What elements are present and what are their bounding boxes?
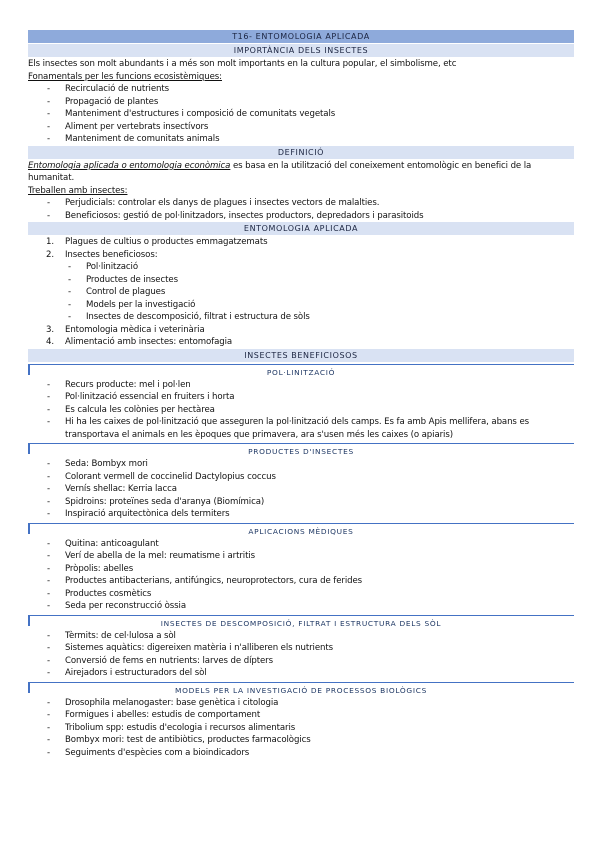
list-item: - Seguiments d'espècies com a bioindicadors [28, 747, 574, 760]
list-item: - Manteniment d'estructures i composició de comunitats vegetals [28, 108, 574, 121]
document-content [28, 30, 574, 759]
subheading-descomposicio: INSECTES DE DESCOMPOSICIÓ, FILTRAT I ESTRUCTURA DELS SÒL [28, 615, 574, 630]
subheading-productes: PRODUCTES D'INSECTES [28, 443, 574, 458]
list-item: - Seda per reconstrucció òssia [28, 600, 574, 613]
list-item: - Sistemes aquàtics: digereixen matèria i n'alliberen els nutrients [28, 642, 574, 655]
list-item: - Hi ha les caixes de pol·linització que asseguren la pol·linització dels camps. Es fa amb Apis mellifera, abans es transportava el animals en les èpoques que primavera, ara s'usen més les caixes (o apiaris) [28, 416, 574, 441]
models-list [28, 697, 574, 760]
numbered-item: 3. Entomologia mèdica i veterinària [46, 324, 205, 335]
definicio-work-label: Treballen amb insectes: [28, 185, 128, 196]
mediques-list [28, 538, 574, 613]
list-item: - Aliment per vertebrats insectívors [28, 121, 574, 134]
section-heading-entomologia: ENTOMOLOGIA APLICADA [28, 222, 574, 235]
list-item: - Quitina: anticoagulant [28, 538, 574, 551]
importancia-intro: Els insectes son molt abundants i a més son molt importants en la cultura popular, el simbolisme, etc [28, 59, 457, 69]
list-item: - Es calcula les colònies per hectàrea [28, 404, 574, 417]
section-heading-importancia: IMPORTÀNCIA DELS INSECTES [28, 44, 574, 57]
list-item: - Recurs producte: mel i pol·len [28, 379, 574, 392]
entomologia-sublist [28, 261, 574, 324]
subheading-pollinitzacio: POL·LINITZACIÓ [28, 364, 574, 379]
page-title: T16- ENTOMOLOGIA APLICADA [28, 30, 574, 43]
list-item: - Spidroins: proteïnes seda d'aranya (Biomímica) [28, 496, 574, 509]
list-item: - Beneficiosos: gestió de pol·linitzadors, insectes productors, depredadors i parasitoids [28, 210, 574, 223]
entomologia-list [28, 236, 574, 349]
importancia-list [28, 83, 574, 146]
list-item: - Vernís shellac: Kerria lacca [28, 483, 574, 496]
list-item: - Inspiració arquitectònica dels termiters [28, 508, 574, 521]
list-item: - Pol·linització [28, 261, 574, 274]
list-item: - Formigues i abelles: estudis de comportament [28, 709, 574, 722]
list-item: - Conversió de fems en nutrients: larves de dípters [28, 655, 574, 668]
list-item: - Airejadors i estructuradors del sòl [28, 667, 574, 680]
numbered-item: 1. Plagues de cultius o productes emmagatzemats [46, 237, 268, 247]
list-item: - Verí de abella de la mel: reumatisme i artritis [28, 550, 574, 563]
list-item: - Control de plagues [28, 286, 574, 299]
list-item: - Tèrmits: de cel·lulosa a sòl [28, 630, 574, 643]
definicio-list [28, 197, 574, 222]
list-item: - Insectes de descomposició, filtrat i estructura de sòls [28, 311, 574, 324]
list-item: - Productes cosmètics [28, 588, 574, 601]
list-item: - Drosophila melanogaster: base genètica i citologia [28, 697, 574, 710]
definicio-term: Entomologia aplicada o entomologia econòmica [28, 160, 231, 171]
list-item: - Pol·linització essencial en fruiters i horta [28, 391, 574, 404]
list-item: - Productes antibacterians, antifúngics, neuroprotectors, cura de ferides [28, 575, 574, 588]
section-heading-definicio: DEFINICIÓ [28, 146, 574, 159]
list-item: - Models per la investigació [28, 299, 574, 312]
definicio-text: es basa en la utilització del coneixement entomològic en benefici de la humanitat. [28, 160, 532, 183]
list-item: - Productes de insectes [28, 274, 574, 287]
section-heading-beneficiosos: INSECTES BENEFICIOSOS [28, 349, 574, 362]
list-item: - Tribolium spp: estudis d'ecologia i recursos alimentaris [28, 722, 574, 735]
list-item: - Perjudicials: controlar els danys de plagues i insectes vectors de malalties. [28, 197, 574, 210]
productes-list [28, 458, 574, 521]
list-item: - Recirculació de nutrients [28, 83, 574, 96]
definicio-paragraph [28, 160, 574, 185]
list-item: - Pròpolis: abelles [28, 563, 574, 576]
subheading-models: MODELS PER LA INVESTIGACIÓ DE PROCESSOS BIOLÒGICS [28, 682, 574, 697]
list-item: - Propagació de plantes [28, 96, 574, 109]
list-item: - Seda: Bombyx mori [28, 458, 574, 471]
importancia-functions-label: Fonamentals per les funcions ecosistèmiques: [28, 71, 222, 82]
numbered-item: 2. Insectes beneficiosos: - Pol·linització - Productes de insectes - Control de plagues - Models per la investigació - Insectes de descomposició, filtrat i estructura de sòls [28, 249, 574, 324]
subheading-mediques: APLICACIONS MÈDIQUES [28, 523, 574, 538]
descomposicio-list [28, 630, 574, 680]
list-item: - Colorant vermell de coccinelid Dactylopius coccus [28, 471, 574, 484]
list-item: - Bombyx mori: test de antibiòtics, productes farmacològics [28, 734, 574, 747]
numbered-item: 4. Alimentació amb insectes: entomofagia [46, 337, 233, 347]
list-item: - Manteniment de comunitats animals [28, 133, 574, 146]
pollinitzacio-list [28, 379, 574, 442]
